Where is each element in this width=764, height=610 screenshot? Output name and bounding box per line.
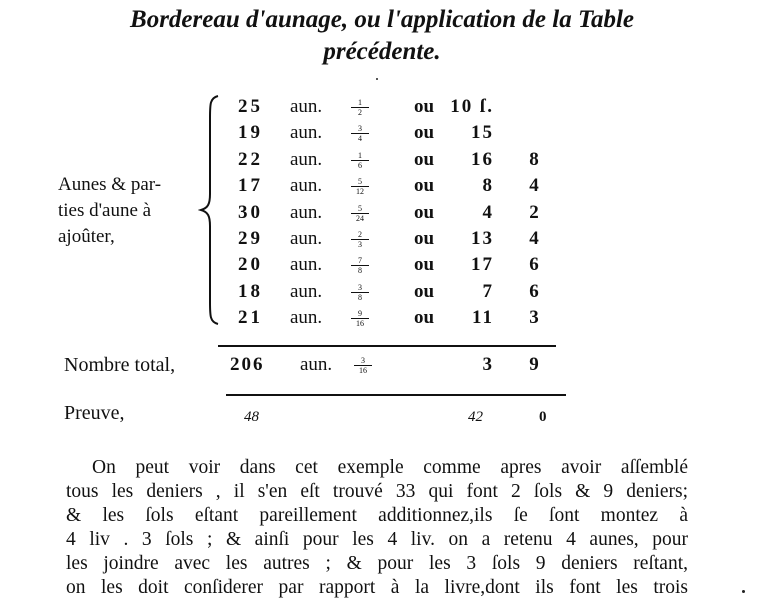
- table-row: [0, 305, 764, 331]
- row-deniers: 8: [529, 148, 539, 170]
- row-ou: ou: [414, 201, 435, 223]
- row-ou: ou: [414, 175, 435, 197]
- row-unit: aun.: [290, 254, 323, 276]
- row-unit: aun.: [290, 228, 323, 249]
- preuve-label: Preuve,: [64, 402, 125, 424]
- total-label: Nombre total,: [64, 354, 176, 376]
- table-row: [0, 200, 764, 226]
- document-title-line-1: Bordereau d'aunage, ou l'application de la Table: [130, 6, 634, 33]
- row-unit: aun.: [290, 122, 323, 144]
- row-fraction-numerator: 1: [351, 98, 369, 108]
- row-fraction: [351, 230, 369, 249]
- table-row: [0, 279, 764, 305]
- table-row: [0, 147, 764, 173]
- row-unit: aun.: [290, 307, 323, 329]
- row-fraction: [351, 204, 369, 223]
- row-aunes: 22: [238, 148, 263, 170]
- side-label-line-3: ajoûter,: [58, 226, 115, 247]
- row-sols: 10 ſ.: [450, 96, 494, 117]
- row-fraction-denominator: 4: [358, 134, 362, 144]
- row-unit: aun.: [290, 148, 323, 170]
- row-fraction: [351, 124, 369, 143]
- row-unit: aun.: [290, 96, 323, 117]
- document-title-line-2: précédente.: [323, 38, 441, 65]
- row-sols: 4: [482, 201, 494, 223]
- row-aunes: 20: [238, 254, 263, 276]
- row-ou: ou: [414, 96, 435, 117]
- row-fraction-denominator: 6: [358, 160, 362, 170]
- table-row: [0, 94, 764, 120]
- row-deniers: 4: [529, 175, 539, 197]
- row-fraction: [351, 256, 369, 275]
- row-deniers: 6: [529, 254, 539, 276]
- total-fraction: [354, 356, 372, 375]
- preuve-sols: 42: [468, 409, 483, 425]
- total-sols: 3: [482, 354, 494, 375]
- row-fraction-numerator: 3: [351, 124, 369, 134]
- row-aunes: 29: [238, 228, 263, 249]
- total-unit: aun.: [300, 354, 333, 375]
- row-ou: ou: [414, 254, 435, 276]
- row-ou: ou: [414, 280, 435, 302]
- preuve-rule: [226, 394, 566, 396]
- side-label-line-1: Aunes & par-: [58, 174, 162, 195]
- total-fraction-denominator: 16: [359, 366, 367, 375]
- row-fraction: [351, 309, 369, 328]
- paragraph-line: on les doit conſiderer par rapport à la livre,dont ils font les trois: [66, 577, 688, 598]
- preuve-row: [0, 404, 764, 430]
- row-fraction-denominator: 16: [356, 319, 364, 329]
- row-aunes: 30: [238, 201, 263, 223]
- row-fraction-denominator: 12: [356, 187, 364, 197]
- row-sols: 15: [471, 122, 494, 144]
- row-deniers: 3: [529, 307, 539, 329]
- preuve-deniers: 0: [539, 409, 547, 425]
- row-fraction-numerator: 2: [351, 230, 369, 240]
- row-unit: aun.: [290, 280, 323, 302]
- row-fraction-denominator: 3: [358, 240, 362, 249]
- row-ou: ou: [414, 307, 435, 329]
- row-aunes: 21: [238, 307, 263, 329]
- row-sols: 8: [482, 175, 494, 197]
- row-sols: 7: [482, 280, 494, 302]
- total-row: [0, 352, 764, 378]
- ink-speck: [742, 590, 745, 593]
- row-sols: 13: [471, 228, 494, 249]
- table-row: [0, 252, 764, 278]
- total-rule: [218, 345, 556, 347]
- row-aunes: 25: [238, 96, 263, 117]
- paragraph-line: les joindre avec les autres ; & pour les 3 ſols 9 deniers reſtant,: [66, 553, 688, 574]
- row-sols: 16: [471, 148, 494, 170]
- row-fraction: [351, 98, 369, 117]
- row-fraction: [351, 177, 369, 196]
- ink-speck: [376, 78, 378, 80]
- row-fraction-numerator: 5: [351, 204, 369, 214]
- row-fraction-numerator: 1: [351, 151, 369, 161]
- row-aunes: 19: [238, 122, 263, 144]
- row-fraction-denominator: 8: [358, 266, 362, 276]
- explanation-paragraph: [66, 456, 688, 600]
- row-fraction-numerator: 7: [351, 256, 369, 266]
- row-fraction-numerator: 3: [351, 283, 369, 293]
- row-ou: ou: [414, 148, 435, 170]
- paragraph-line: 4 liv . 3 ſols ; & ainſi pour les 4 liv. on a retenu 4 aunes, pour: [66, 529, 688, 550]
- total-fraction-numerator: 3: [354, 356, 372, 366]
- row-fraction-denominator: 2: [358, 108, 362, 117]
- row-aunes: 17: [238, 175, 263, 197]
- row-ou: ou: [414, 228, 435, 249]
- side-label-line-2: ties d'aune à: [58, 200, 152, 221]
- row-ou: ou: [414, 122, 435, 144]
- row-deniers: 6: [529, 280, 539, 302]
- paragraph-line: tous les deniers , il s'en eſt trouvé 33 qui font 2 ſols & 9 deniers;: [66, 481, 688, 502]
- row-deniers: 4: [529, 228, 539, 249]
- table-row: [0, 173, 764, 199]
- total-aunes: 206: [230, 354, 265, 375]
- table-row: [0, 120, 764, 146]
- paragraph-line: & les ſols eſtant pareillement additionnez,ils ſe ſont montez à: [66, 505, 688, 526]
- row-fraction-denominator: 24: [356, 213, 364, 223]
- preuve-aunes: 48: [244, 409, 259, 425]
- table-row: [0, 226, 764, 252]
- paragraph-line: On peut voir dans cet exemple comme apres avoir aſſemblé: [92, 457, 688, 478]
- row-fraction-numerator: 5: [351, 177, 369, 187]
- row-sols: 11: [472, 307, 494, 329]
- row-sols: 17: [471, 254, 494, 276]
- row-unit: aun.: [290, 201, 323, 223]
- row-fraction-denominator: 8: [358, 292, 362, 302]
- row-aunes: 18: [238, 280, 263, 302]
- row-unit: aun.: [290, 175, 323, 197]
- row-fraction: [351, 151, 369, 170]
- row-fraction: [351, 283, 369, 302]
- row-fraction-numerator: 9: [351, 309, 369, 319]
- total-deniers: 9: [529, 354, 539, 375]
- row-deniers: 2: [529, 201, 539, 223]
